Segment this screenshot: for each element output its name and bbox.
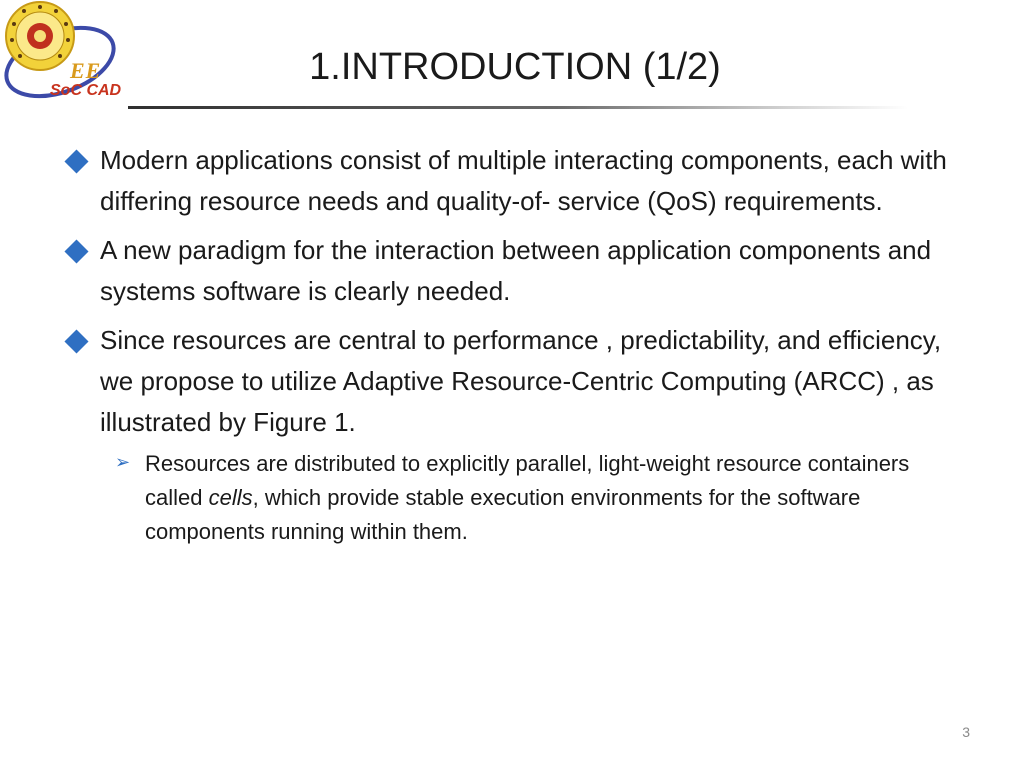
slide-content xyxy=(62,140,962,549)
bullet-item xyxy=(62,140,962,222)
sub-bullet-text-after: , which provide stable execution environments for the software components running within them. xyxy=(145,485,861,544)
sub-bullet-text-before: Resources are distributed to explicitly parallel, light-weight resource containers called xyxy=(145,451,910,510)
diamond-bullet-icon xyxy=(64,239,88,263)
bullet-item xyxy=(62,320,962,443)
logo xyxy=(0,0,130,108)
bullet-text: A new paradigm for the interaction between application components and systems software is clearly needed. xyxy=(100,235,932,306)
sub-bullet-item xyxy=(100,447,962,549)
arrow-bullet-icon: ➢ xyxy=(115,452,131,473)
logo-ee-text: EE xyxy=(70,58,102,83)
bullet-item xyxy=(62,230,962,312)
sub-bullet-emphasis: cells xyxy=(208,485,253,510)
logo-soc-cad-text: SoC CAD xyxy=(50,82,122,99)
title-divider xyxy=(128,106,908,109)
page-number: 3 xyxy=(962,724,970,740)
bullet-text: Since resources are central to performance , predictability, and efficiency, we propose to utilize Adaptive Resource-Centric Computing (ARCC) , as illustrated by Figure 1. xyxy=(100,325,942,437)
bullet-text: Modern applications consist of multiple interacting components, each with differing resource needs and quality-of- service (QoS) requirements. xyxy=(100,145,947,216)
slide-title: 1.INTRODUCTION (1/2) xyxy=(309,46,721,88)
diamond-bullet-icon xyxy=(64,329,88,353)
diamond-bullet-icon xyxy=(64,149,88,173)
